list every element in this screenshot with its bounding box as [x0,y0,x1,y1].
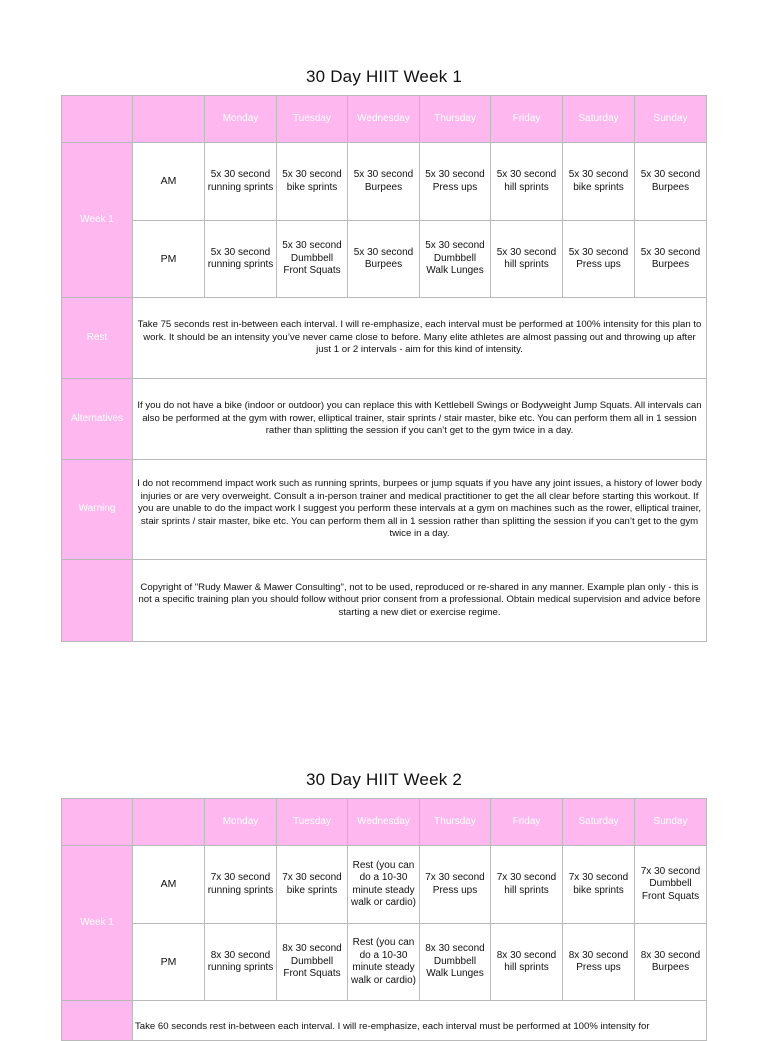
week1-rest-row [62,298,707,379]
week1-table [61,95,707,642]
header-blank [133,96,205,143]
workout-cell: 8x 30 second Dumbbell Front Squats [277,924,348,1001]
day-header: Friday [491,96,563,143]
week1-pm-row [62,221,707,298]
week1-alternatives-row [62,379,707,460]
week2-pm-row [62,924,707,1001]
workout-cell: 7x 30 second bike sprints [563,846,635,924]
workout-cell: 7x 30 second Dumbbell Front Squats [635,846,707,924]
day-header: Thursday [420,96,491,143]
header-blank [62,96,133,143]
warning-label: Warning [62,460,133,560]
day-header: Thursday [420,799,491,846]
warning-note: I do not recommend impact work such as running sprints, burpees or jump squats if you have any joint issues, a history of lower body injuries or are very overweight. Consult a in-person trainer and medical practitioner to get the all clear before starting this workout. If you are unable to do the impact work I suggest you perform these intervals at a gym on machines such as the rower, elliptical trainer, stair sprints / stair master, bike etc. You can perform them all in 1 session rather than splitting the session if you can’t get to the gym twice in a day. [133,460,707,560]
day-header: Wednesday [348,96,420,143]
workout-cell: 8x 30 second Press ups [563,924,635,1001]
week-label: Week 1 [62,143,133,298]
copyright-note: Copyright of "Rudy Mawer & Mawer Consulting", not to be used, reproduced or re-shared in any manner. Example plan only - this is not a specific training plan you should follow without prior consent from a professional. Obtain medical supervision and advice before starting a new diet or exercise regime. [133,560,707,642]
alternatives-label: Alternatives [62,379,133,460]
day-header: Sunday [635,96,707,143]
header-blank [133,799,205,846]
week1-title: 30 Day HIIT Week 1 [305,67,463,86]
workout-cell: 7x 30 second hill sprints [491,846,563,924]
copyright-label-blank [62,560,133,642]
week-label: Week 1 [62,846,133,1001]
pm-label: PM [133,221,205,298]
week2-am-row [62,846,707,924]
workout-cell: 8x 30 second Dumbbell Walk Lunges [420,924,491,1001]
day-header: Saturday [563,96,635,143]
day-header: Tuesday [277,96,348,143]
am-label: AM [133,143,205,221]
pm-label: PM [133,924,205,1001]
rest-note: Take 75 seconds rest in-between each interval. I will re-emphasize, each interval must be performed at 100% intensity for this plan to work. It should be an intensity you’ve never came close to before. Many elite athletes are almost passing out and throwing up after just 1 or 2 intervals - aim for this kind of intensity. [133,298,707,379]
rest-note [133,1001,707,1041]
day-header: Saturday [563,799,635,846]
workout-cell: Rest (you can do a 10-30 minute steady walk or cardio) [348,846,420,924]
workout-cell: 7x 30 second running sprints [205,846,277,924]
workout-cell: 5x 30 second Burpees [635,221,707,298]
workout-cell: 7x 30 second Press ups [420,846,491,924]
workout-cell: 5x 30 second running sprints [205,143,277,221]
rest-note-text: Take 60 seconds rest in-between each interval. I will re-emphasize, each interval must be performed at 100% intensity for [135,1021,650,1032]
workout-cell: 5x 30 second Burpees [635,143,707,221]
workout-cell: 8x 30 second hill sprints [491,924,563,1001]
week1-header-row [62,96,707,143]
workout-cell: 5x 30 second running sprints [205,221,277,298]
am-label: AM [133,846,205,924]
week1-copyright-row [62,560,707,642]
day-header: Wednesday [348,799,420,846]
workout-cell: 5x 30 second bike sprints [563,143,635,221]
workout-cell: 5x 30 second Press ups [420,143,491,221]
week1-warning-row [62,460,707,560]
workout-cell: 5x 30 second hill sprints [491,143,563,221]
week2-rest-row [62,1001,707,1041]
workout-cell: 5x 30 second hill sprints [491,221,563,298]
workout-cell: 5x 30 second Dumbbell Walk Lunges [420,221,491,298]
workout-cell: 8x 30 second Burpees [635,924,707,1001]
rest-label-cut [62,1001,133,1041]
header-blank [62,799,133,846]
workout-cell: 5x 30 second Dumbbell Front Squats [277,221,348,298]
day-header: Tuesday [277,799,348,846]
alternatives-note: If you do not have a bike (indoor or outdoor) you can replace this with Kettlebell Swings or Bodyweight Jump Squats. All intervals can also be performed at the gym with rower, elliptical trainer, stair sprints / stair master, bike etc. You can perform them all in 1 session rather than splitting the session if you can’t get to the gym twice in a day. [133,379,707,460]
workout-cell: 8x 30 second running sprints [205,924,277,1001]
workout-cell: 5x 30 second Press ups [563,221,635,298]
day-header: Friday [491,799,563,846]
day-header: Monday [205,799,277,846]
week2-table [61,798,707,1041]
rest-label: Rest [62,298,133,379]
workout-cell: Rest (you can do a 10-30 minute steady walk or cardio) [348,924,420,1001]
week2-title: 30 Day HIIT Week 2 [305,770,463,789]
workout-cell: 5x 30 second Burpees [348,221,420,298]
workout-cell: 5x 30 second bike sprints [277,143,348,221]
workout-cell: 7x 30 second bike sprints [277,846,348,924]
day-header: Monday [205,96,277,143]
workout-cell: 5x 30 second Burpees [348,143,420,221]
week1-am-row [62,143,707,221]
week2-header-row [62,799,707,846]
day-header: Sunday [635,799,707,846]
